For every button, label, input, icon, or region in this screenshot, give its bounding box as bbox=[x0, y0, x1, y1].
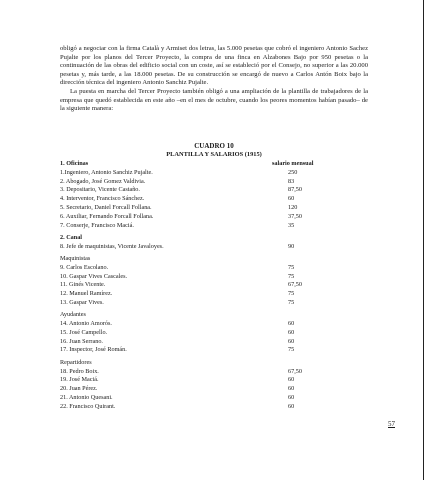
monthly-salary: 60 bbox=[288, 376, 295, 384]
table-row bbox=[60, 338, 370, 347]
monthly-salary: 60 bbox=[288, 385, 295, 393]
employee-name: 8. Jefe de maquinistas, Vicente Javaloyes. bbox=[60, 242, 164, 250]
body-text bbox=[60, 45, 368, 114]
ayudantes-rows bbox=[60, 320, 370, 355]
monthly-salary: 250 bbox=[288, 168, 298, 176]
page-number: 57 bbox=[388, 420, 395, 428]
employee-name: 19. José Maciá. bbox=[60, 376, 99, 384]
table-row bbox=[60, 273, 370, 282]
table-row bbox=[60, 186, 370, 195]
employee-name: 17. Inspector, José Román. bbox=[60, 346, 127, 354]
table-row bbox=[60, 385, 370, 394]
table-row bbox=[60, 264, 370, 273]
monthly-salary: 75 bbox=[288, 298, 295, 306]
oficinas-rows bbox=[60, 169, 370, 231]
employee-name: 20. Juan Pérez. bbox=[60, 385, 98, 393]
table-row bbox=[60, 178, 370, 187]
monthly-salary: 75 bbox=[288, 263, 295, 271]
section-repartidores bbox=[60, 359, 370, 368]
employee-name: 12. Manuel Ramírez. bbox=[60, 290, 113, 298]
employee-name: 9. Carlos Escolano. bbox=[60, 263, 109, 271]
section-repartidores-label: Repartidores bbox=[60, 358, 92, 366]
section-canal bbox=[60, 234, 370, 243]
monthly-salary: 60 bbox=[288, 195, 295, 203]
maquinistas-rows bbox=[60, 264, 370, 308]
employee-name: 10. Gaspar Vives Cascales. bbox=[60, 272, 128, 280]
employee-name: 22. Francisco Quirant. bbox=[60, 402, 116, 410]
employee-name: 15. José Campello. bbox=[60, 328, 108, 336]
table-row bbox=[60, 222, 370, 231]
monthly-salary: 60 bbox=[288, 337, 295, 345]
table-row bbox=[60, 243, 370, 252]
employee-name: 13. Gaspar Vives. bbox=[60, 298, 104, 306]
employee-name: 21. Antonio Quesani. bbox=[60, 393, 113, 401]
monthly-salary: 67,50 bbox=[288, 367, 302, 375]
salary-table bbox=[60, 160, 370, 412]
canal-rows bbox=[60, 243, 370, 252]
employee-name: 14. Antonio Amorós. bbox=[60, 320, 112, 328]
employee-name: 5. Secretario, Daniel Forcall Follana. bbox=[60, 203, 152, 211]
employee-name: 2. Abogado, José Gomez Valdivia. bbox=[60, 177, 146, 185]
employee-name: 4. Interventor, Francisco Sánchez. bbox=[60, 195, 145, 203]
monthly-salary: 67,50 bbox=[288, 281, 302, 289]
table-row bbox=[60, 376, 370, 385]
employee-name: 6. Auxiliar, Fernando Forcall Follana. bbox=[60, 212, 154, 220]
monthly-salary: 83 bbox=[288, 177, 295, 185]
section-oficinas-label: 1. Oficinas bbox=[60, 160, 89, 167]
table-header-row bbox=[60, 160, 370, 169]
table-row bbox=[60, 290, 370, 299]
monthly-salary: 87,50 bbox=[288, 186, 302, 194]
table-row bbox=[60, 403, 370, 412]
employee-name: 16. Juan Serrano. bbox=[60, 337, 103, 345]
table-row bbox=[60, 329, 370, 338]
section-canal-label: 2. Canal bbox=[60, 233, 83, 241]
monthly-salary: 60 bbox=[288, 320, 295, 328]
employee-name: 1.Ingeniero, Antonio Sanchiz Pujalte. bbox=[60, 168, 153, 176]
table-row bbox=[60, 299, 370, 308]
section-ayudantes-label: Ayudantes bbox=[60, 311, 86, 319]
paragraph-2: La puesta en marcha del Tercer Proyecto también obligó a una ampliación de la plantilla de trabajadores de la empresa que quedó establecida en este año –en el mes de octubre, cuando los peores momentos habían pasado– de la siguiente manera: bbox=[60, 87, 368, 113]
employee-name: 11. Ginés Vicente. bbox=[60, 281, 106, 289]
section-maquinistas-label: Maquinistas bbox=[60, 254, 91, 262]
monthly-salary: 75 bbox=[288, 272, 295, 280]
monthly-salary: 35 bbox=[288, 221, 295, 229]
employee-name: 7. Conserje, Francisco Maciá. bbox=[60, 221, 134, 229]
table-title: CUADRO 10 bbox=[194, 142, 234, 150]
table-row bbox=[60, 213, 370, 222]
monthly-salary: 60 bbox=[288, 328, 295, 336]
monthly-salary: 60 bbox=[288, 393, 295, 401]
table-row bbox=[60, 346, 370, 355]
repartidores-rows bbox=[60, 368, 370, 412]
salary-column-header: salario mensual bbox=[272, 160, 314, 167]
monthly-salary: 60 bbox=[288, 402, 295, 410]
monthly-salary: 75 bbox=[288, 290, 295, 298]
table-row bbox=[60, 394, 370, 403]
table-row bbox=[60, 204, 370, 213]
paragraph-1: obligó a negociar con la firma Català y Armiset dos letras, las 5.000 pesetas que cobró el ingeniero Antonio Sachez Pujalte por los planos del Tercer Proyecto, la compra de una finca en Alzabones Bajo por 950 pesetas o la continuación de las obras del edificio social con un coste, así se estableció por el Consejo, no superior a las 20.000 pesetas y, más tarde, a las 18.000 pesetas. De su construcción se encargó de nuevo a Carlos Antón Boix bajo la dirección técnica del ingeniero Antonio Sanchiz Pujalte. bbox=[60, 45, 368, 87]
monthly-salary: 90 bbox=[288, 242, 295, 250]
table-row bbox=[60, 169, 370, 178]
employee-name: 3. Depositario, Vicente Castaño. bbox=[60, 186, 140, 194]
monthly-salary: 75 bbox=[288, 346, 295, 354]
monthly-salary: 37,50 bbox=[288, 212, 302, 220]
section-ayudantes bbox=[60, 311, 370, 320]
employee-name: 18. Pedro Boix. bbox=[60, 367, 99, 375]
monthly-salary: 120 bbox=[288, 203, 298, 211]
table-row bbox=[60, 368, 370, 377]
table-row bbox=[60, 195, 370, 204]
table-subtitle: PLANTILLA Y SALARIOS (1915) bbox=[166, 151, 262, 158]
section-maquinistas bbox=[60, 255, 370, 264]
table-row bbox=[60, 281, 370, 290]
table-row bbox=[60, 320, 370, 329]
